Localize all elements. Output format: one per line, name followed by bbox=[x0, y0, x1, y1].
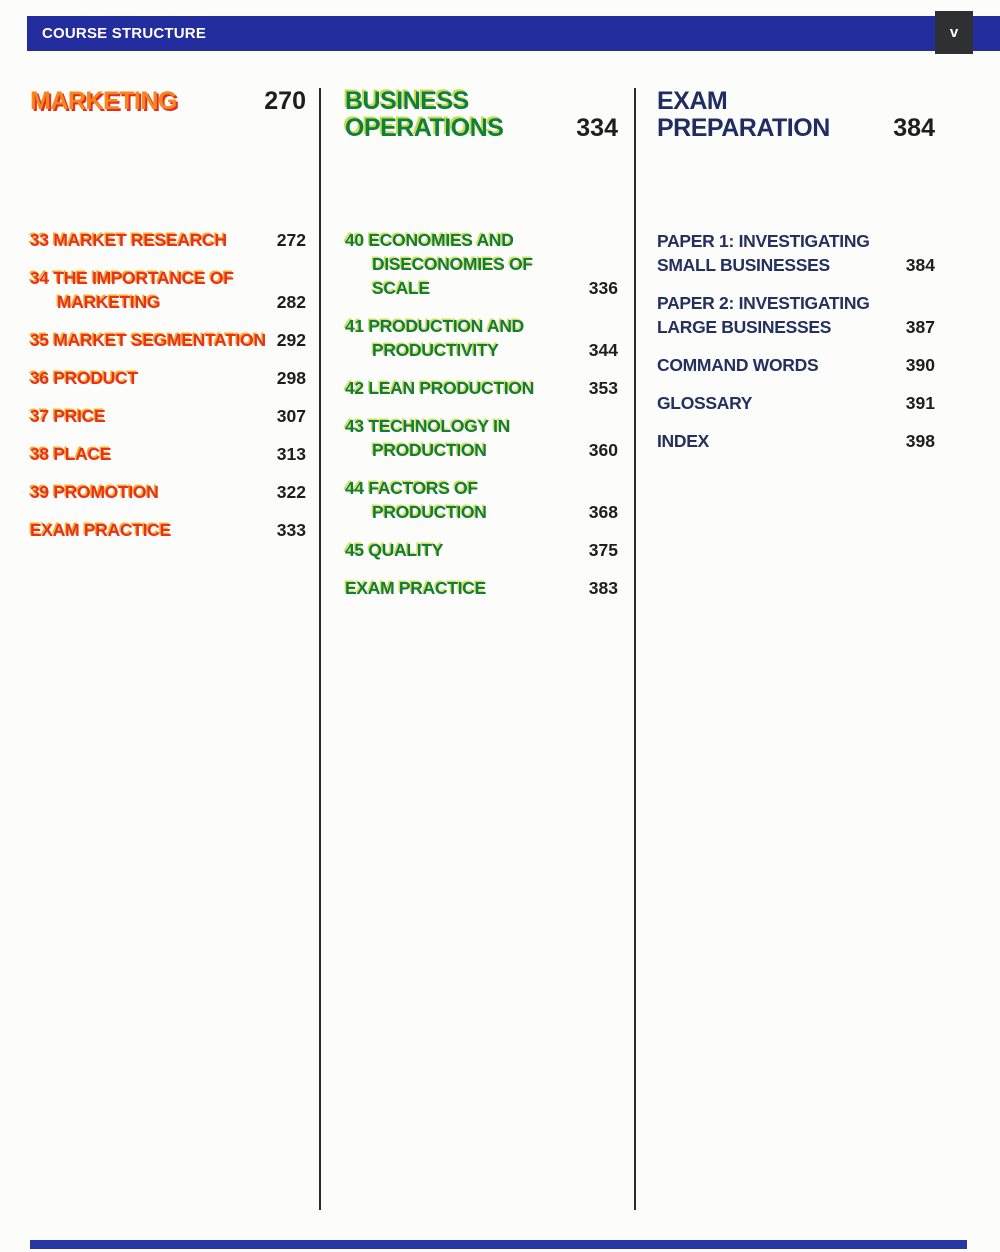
toc-entry-page: 313 bbox=[276, 444, 306, 464]
toc-entry-title bbox=[30, 366, 271, 390]
toc-entry-title bbox=[30, 328, 271, 352]
toc-entry-line: 41 PRODUCTION AND bbox=[345, 316, 524, 336]
toc-entry-page: 282 bbox=[276, 292, 306, 312]
section-title-line: MARKETING bbox=[30, 87, 177, 115]
toc-entry bbox=[345, 314, 618, 362]
column-exam-preparation bbox=[657, 88, 935, 467]
toc-entry bbox=[345, 414, 618, 462]
toc-entry-page: 383 bbox=[588, 578, 618, 598]
toc-entry-page: 272 bbox=[276, 230, 306, 250]
section-title-line: BUSINESS bbox=[345, 87, 469, 115]
toc-entry bbox=[345, 476, 618, 524]
toc-entry bbox=[30, 366, 306, 390]
toc-entry bbox=[30, 266, 306, 314]
toc-entry-title bbox=[345, 314, 583, 362]
toc-entry-line: PRODUCTION bbox=[372, 502, 487, 522]
toc-entry-title bbox=[345, 538, 583, 562]
toc-entry-line: 40 ECONOMIES AND bbox=[345, 230, 514, 250]
toc-entry bbox=[345, 376, 618, 400]
section-title bbox=[345, 88, 503, 142]
toc-entries bbox=[345, 228, 618, 600]
toc-entry-line: INDEX bbox=[657, 431, 709, 451]
toc-entry-title bbox=[30, 442, 271, 466]
toc-entry-line: 35 MARKET SEGMENTATION bbox=[30, 330, 266, 350]
toc-entry-title bbox=[345, 576, 583, 600]
toc-entry-title bbox=[345, 476, 583, 524]
toc-entry-line: PRODUCTIVITY bbox=[372, 340, 499, 360]
column-business-operations bbox=[345, 88, 618, 614]
toc-entry-title bbox=[30, 404, 271, 428]
section-heading bbox=[30, 88, 306, 115]
section-title-line: PREPARATION bbox=[657, 114, 830, 142]
header-bar bbox=[27, 16, 1000, 51]
toc-entry-page: 298 bbox=[276, 368, 306, 388]
page-number: v bbox=[949, 24, 959, 41]
header-title: COURSE STRUCTURE bbox=[42, 25, 207, 42]
section-page-number: 334 bbox=[576, 114, 618, 142]
toc-entry-line: PAPER 1: INVESTIGATING bbox=[657, 231, 870, 251]
toc-entry bbox=[657, 353, 935, 377]
toc-entries bbox=[657, 229, 935, 453]
toc-entry-page: 322 bbox=[276, 482, 306, 502]
toc-entry-page: 384 bbox=[905, 255, 935, 275]
toc-entry bbox=[30, 480, 306, 504]
toc-entry-page: 375 bbox=[588, 540, 618, 560]
toc-entry-line: 45 QUALITY bbox=[345, 540, 444, 560]
section-heading bbox=[657, 88, 935, 142]
toc-entry-title bbox=[345, 414, 583, 462]
toc-entry-line: EXAM PRACTICE bbox=[345, 578, 486, 598]
toc-entries bbox=[30, 228, 306, 542]
section-heading bbox=[345, 88, 618, 142]
toc-entry-line: EXAM PRACTICE bbox=[30, 520, 171, 540]
toc-entry-title bbox=[345, 228, 583, 300]
toc-entry-page: 353 bbox=[588, 378, 618, 398]
column-divider bbox=[634, 88, 636, 1210]
toc-entry-line: LARGE BUSINESSES bbox=[657, 317, 832, 337]
toc-entry bbox=[30, 328, 306, 352]
toc-entry-page: 344 bbox=[588, 340, 618, 360]
toc-entry-page: 390 bbox=[905, 355, 935, 375]
toc-entry-line: COMMAND WORDS bbox=[657, 355, 819, 375]
toc-entry-page: 368 bbox=[588, 502, 618, 522]
toc-entry-exam-practice bbox=[30, 518, 306, 542]
section-page-number: 270 bbox=[264, 87, 306, 115]
section-title-line: EXAM bbox=[657, 87, 728, 115]
toc-entry-line: 44 FACTORS OF bbox=[345, 478, 478, 498]
toc-entry bbox=[30, 404, 306, 428]
toc-entry-line: 34 THE IMPORTANCE OF bbox=[30, 268, 234, 288]
toc-entry-page: 387 bbox=[905, 317, 935, 337]
toc-entry-title bbox=[30, 480, 271, 504]
toc-entry-exam-practice bbox=[345, 576, 618, 600]
toc-entry-line: 38 PLACE bbox=[30, 444, 112, 464]
toc-entry-line: 43 TECHNOLOGY IN bbox=[345, 416, 511, 436]
toc-entry-line: GLOSSARY bbox=[657, 393, 753, 413]
toc-entry bbox=[657, 429, 935, 453]
toc-entry-line: 33 MARKET RESEARCH bbox=[30, 230, 227, 250]
section-page-number: 384 bbox=[893, 114, 935, 142]
toc-entry bbox=[345, 228, 618, 300]
toc-entry-line: DISECONOMIES OF bbox=[372, 254, 533, 274]
toc-entry-title bbox=[30, 518, 271, 542]
toc-entry-page: 336 bbox=[588, 278, 618, 298]
toc-entry bbox=[657, 391, 935, 415]
toc-entry-page: 391 bbox=[905, 393, 935, 413]
toc-entry-page: 292 bbox=[276, 330, 306, 350]
toc-entry-page: 398 bbox=[905, 431, 935, 451]
toc-entry-line: PRODUCTION bbox=[372, 440, 487, 460]
toc-entry-line: SCALE bbox=[372, 278, 430, 298]
toc-entry bbox=[657, 291, 935, 339]
toc-entry-title bbox=[657, 229, 900, 277]
toc-entry-page: 360 bbox=[588, 440, 618, 460]
toc-entry-line: SMALL BUSINESSES bbox=[657, 255, 830, 275]
toc-entry-title bbox=[345, 376, 583, 400]
toc-entry-line: MARKETING bbox=[57, 292, 161, 312]
toc-entry bbox=[30, 228, 306, 252]
toc-entry bbox=[30, 442, 306, 466]
column-divider bbox=[319, 88, 321, 1210]
toc-entry-title bbox=[657, 429, 900, 453]
toc-entry-line: PAPER 2: INVESTIGATING bbox=[657, 293, 870, 313]
toc-entry-line: 36 PRODUCT bbox=[30, 368, 138, 388]
toc-entry-page: 333 bbox=[276, 520, 306, 540]
toc-entry-title bbox=[657, 391, 900, 415]
section-title-line: OPERATIONS bbox=[345, 114, 504, 142]
page-number-box bbox=[935, 11, 973, 54]
toc-entry bbox=[345, 538, 618, 562]
column-marketing bbox=[30, 88, 306, 556]
toc-entry-title bbox=[657, 291, 900, 339]
footer-rule bbox=[30, 1240, 967, 1249]
section-title bbox=[30, 88, 177, 115]
toc-entry-line: 42 LEAN PRODUCTION bbox=[345, 378, 535, 398]
toc-entry-title bbox=[657, 353, 900, 377]
toc-entry-title bbox=[30, 228, 271, 252]
section-title bbox=[657, 88, 830, 142]
toc-entry-title bbox=[30, 266, 271, 314]
toc-entry-line: 39 PROMOTION bbox=[30, 482, 159, 502]
toc-entry bbox=[657, 229, 935, 277]
toc-entry-page: 307 bbox=[276, 406, 306, 426]
toc-entry-line: 37 PRICE bbox=[30, 406, 106, 426]
